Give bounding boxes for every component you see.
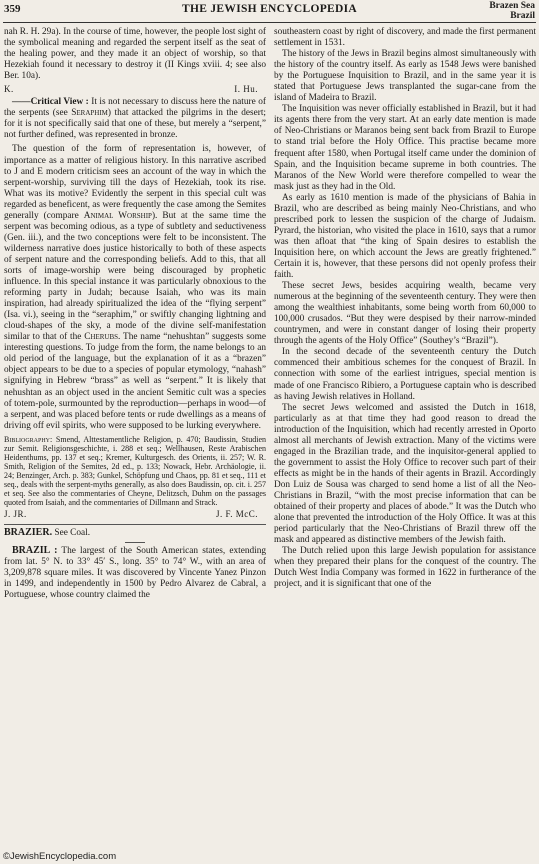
right-column xyxy=(274,27,536,590)
paragraph: The question of the form of representation is, however, of importance as a matter of religious history. In this narrative ascribed to J and E modern criticism sees an account of the way in which the serpent-worship, surviving till the days of Hezekiah, took its rise. What was its motive? Evidently the serpent in this special cult was regarded as beneficent, as were frequently the case among the Semites generally (compare Animal Worship). But at the same time the serpent was becoming odious, as a type of subtlety and seductiveness (Gen. iii.), and the two conceptions were felt to be inconsistent. The wilderness narrative does justice historically to both of these aspects of serpent nature and the corresponding beliefs. Add to this, that all sorts of image-worship were being discouraged by prophetic influence. In this special instance it was particularly obnoxious to the reforming party in Judah; because Isaiah, who was its main inspiration, had already spiritualized the idea of the “flying serpent” (Isa. vi.), seeing in the “seraphim,” or swiftly changing lightning and cloud-shapes of the sky, a mode of the divine self-manifestation similar to that of the Cherubs. The name “nehushtan” suggests some interesting questions. To judge from the form, the name belongs to an old period of the language, but the explanation of it as a “brazen” object appears to be due to a species of popular etymology, “nahash” signifying in Hebrew “brass” as well as “serpent.” It is likely that nehushtan as an object used in the ancient Semitic cult was a species of totem-pole, surmounted by the reproduction—perhaps in wood—of a serpent, and was placed before tents or rude dwellings as a means of driving off evil spirits, who were supposed to be lurking everywhere. xyxy=(4,144,267,431)
paragraph: nah R. H. 29a). In the course of time, however, the people lost sight of the symbolical meaning and regarded the serpent itself as the seat of the healing power, and they made it an object of worship, so that Hezekiah found it necessary to destroy it (II Kings xviii. 4; see also Ber. 10a). xyxy=(4,27,266,82)
signature-left: J. JR. xyxy=(4,509,27,520)
entry-title: BRAZIER. xyxy=(4,527,53,539)
paragraph: In the second decade of the seventeenth century the Dutch commenced their ambitious schemes for the conquest of Brazil. In connection with some of the earliest intrigues, special mention is made of one Francisco Ribiero, a Portuguese captain who is described as having Jewish relatives in Holland. xyxy=(274,347,536,402)
bibliography-label: Bibliography xyxy=(4,434,51,444)
signature-right: I. Hu. xyxy=(234,84,258,95)
signature-line xyxy=(4,507,266,522)
bibliography: Bibliography: Smend, Alttestamentliche Religion, p. 470; Baudissin, Studien zur Semit. Religionsgeschichte, i. 288 et seq.; Wellhausen, Reste Arabischen Heidenthums, pp. 137 et seq.; Kremer, Kulturgesch. des Orients, ii. 257; W. R. Smith, Religion of the Semites, 2d ed., p. 133; Nowack, Hebr. Archäologie, ii. 24; Benzinger, Arch. p. 383; Gunkel, Schöpfung und Chaos, pp. 81 et seq., 111 et seq., deals with the serpent-myths generally, as also does Baudissin, op. cit. i. 257 et seq. See also the commentaries of Cheyne, Delitzsch, Duhm on the passages quoted from Isaiah, and the commentaries of Dillmann and Strack. xyxy=(4,434,266,508)
guide-words xyxy=(489,1,535,21)
critical-view-label: ——Critical View : xyxy=(12,97,89,108)
paragraph: These secret Jews, besides acquiring wealth, became very numerous at the beginning of the seventeenth century. They were then among the wealthiest inhabitants, some being worth from 60,000 to 100,000 crusados. “But they were despised by their narrow-minded countrymen, and were in constant danger of losing their property through the agents of the Holy Office” (Southey’s “Brazil”). xyxy=(274,281,536,347)
running-title: THE JEWISH ENCYCLOPEDIA xyxy=(182,3,357,15)
signature-left: K. xyxy=(4,84,14,95)
paragraph: The Inquisition was never officially established in Brazil, but it had its agents there from the very start. At an early date mention is made of Neo-Christians or Maranos being sent back from Brazil to Europe to stand trial before the Holy Office. This practise became more frequent after 1580, when Portugal itself came under the dominion of Spain, and the Inquisition became supreme in both countries. The Maranos of the New World were therefore compelled to wear the mask just as they had in the Old. xyxy=(274,104,536,192)
paragraph: southeastern coast by right of discovery, and made the first permanent settlement in 1531. xyxy=(274,27,536,49)
entry-title: BRAZIL : xyxy=(12,544,58,556)
entry-brazil: BRAZIL : The largest of the South American states, extending from lat. 5° N. to 33° 45′ S., long. 35° to 74° W., with an area of 3,209,878 square miles. It was discovered by Vincente Yanez Pinzon in 1499, and independently in 1500 by Pedro Alvarez de Cabral, a Portuguese, whose country claimed the xyxy=(4,544,266,600)
paragraph: The secret Jews welcomed and assisted the Dutch in 1618, particularly as at that time they had good reason to dread the introduction of the Inquisition, which had recently arrested in Oporto almost all merchants of Jewish extraction. Many of the victims were engaged in the Brazilian trade, and the inquisitor-general applied to the government to assist the Holy Office to recover such part of their effects as might be in the hands of their agents in Brazil. Accordingly Don Luiz de Sousa was charged to send home a list of all the Neo-Christians in Brazil, “with the most precise information that can be obtained of their property and places of abode.” It was the Dutch who alone that prevented the introduction of the Holy Office. It was at this period particularly that the Neo-Christians of Brazil threw off the mask and appeared as distinctive members of the Jewish faith. xyxy=(274,402,536,546)
guide-word-top: Brazen Sea xyxy=(489,1,535,11)
guide-word-bottom: Brazil xyxy=(510,11,535,21)
entry-divider xyxy=(4,524,266,525)
signature-line xyxy=(4,82,266,97)
signature-right: J. F. McC. xyxy=(215,509,258,520)
critical-view-paragraph: ——Critical View : It is not necessary to discuss here the nature of the serpents (see Seraphim) that attacked the pilgrims in the desert; for it is not specifically said that one of these, but merely a “serpent,” not further defined, was represented in bronze. xyxy=(4,97,266,141)
paragraph: The Dutch relied upon this large Jewish population for assistance when they prepared their plans for the conquest of the country. The Dutch West India Company was formed in 1622 in furtherance of the project, and it is significant that one of the xyxy=(274,546,536,590)
cross-ref-seraphim[interactable]: Seraphim xyxy=(71,108,108,119)
left-column xyxy=(4,27,266,601)
cross-ref-animal-worship[interactable]: Animal Worship xyxy=(83,210,152,221)
page-number: 359 xyxy=(4,3,21,15)
paragraph: As early as 1610 mention is made of the physicians of Bahia in Brazil, who are described as being mainly Neo-Christians, and who prescribed pork to lessen the suspicion of the charge of Judaism. Pyrard, the historian, who visited the place in 1610, says that a rumor was then afloat that “the king of Spain desires to establish the Inquisition here, on which account the Jews are greatly frightened.” Certain it is, however, that these persons did not openly profess their faith. xyxy=(274,192,536,281)
header-rule xyxy=(3,22,536,23)
paragraph: The history of the Jews in Brazil begins almost simultaneously with the history of the country itself. As early as 1548 Jews were banished by the Portuguese Inquisition to Brazil, and in the same year it is stated that Portuguese Jews transplanted the sugar-cane from the island of Madeira to Brazil. xyxy=(274,49,536,104)
entry-brazier: BRAZIER. See Coal. xyxy=(4,527,91,539)
cross-ref-cherubs[interactable]: Cherubs xyxy=(84,332,119,343)
site-credit[interactable]: ©JewishEncyclopedia.com xyxy=(3,851,117,862)
entry-divider xyxy=(125,542,145,543)
